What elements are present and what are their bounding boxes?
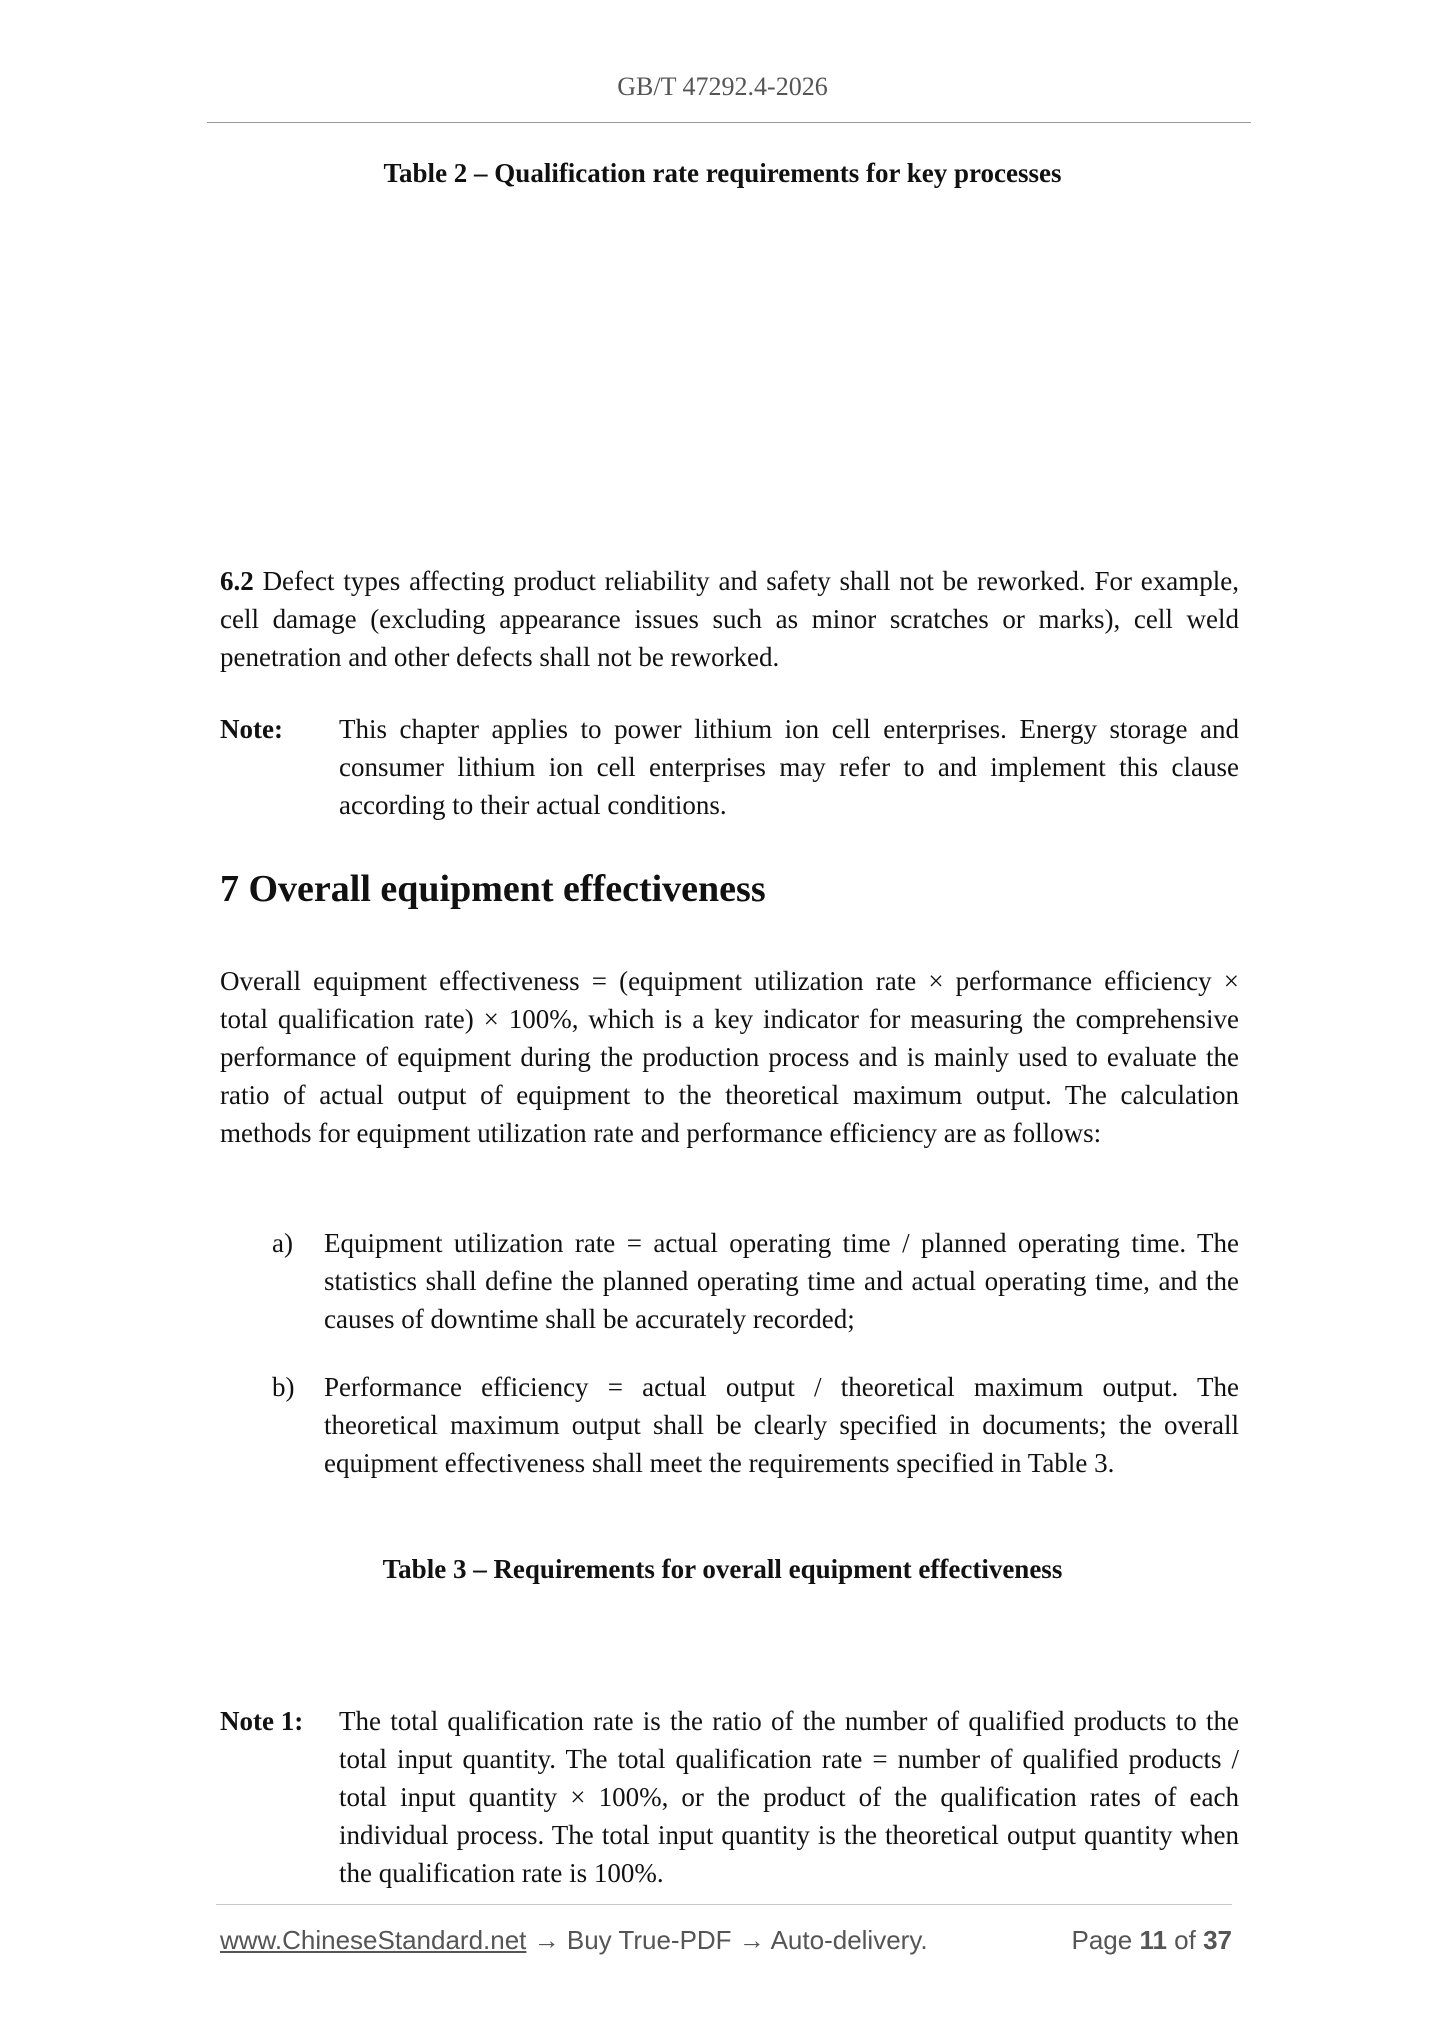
site-link[interactable]: www.ChineseStandard.net bbox=[220, 1925, 527, 1955]
list-marker-a: a) bbox=[272, 1228, 293, 1258]
current-page-number: 11 bbox=[1139, 1925, 1167, 1955]
clause-6-2-text: Defect types affecting product reliability and safety shall not be reworked. For example, cell damage (excluding appearance issues such as minor scratches or marks), cell weld penetration and other defects shall not be reworked. bbox=[220, 566, 1239, 672]
page-indicator bbox=[1071, 1925, 1232, 1956]
chapter-6-note bbox=[220, 710, 1239, 830]
note-1-label: Note 1: bbox=[220, 1706, 304, 1736]
note-text: This chapter applies to power lithium ion cell enterprises. Energy storage and consumer lithium ion cell enterprises may refer to and implement this clause according to their actual conditions. bbox=[339, 714, 1239, 820]
section-7-intro: Overall equipment effectiveness = (equipment utilization rate × performance efficiency × total qualification rate) × 100%, which is a key indicator for measuring the comprehensive performance of equipment during the production process and is mainly used to evaluate the ratio of actual output of equipment to the theoretical maximum output. The calculation methods for equipment utilization rate and performance efficiency are as follows: bbox=[220, 966, 1239, 1148]
arrow-right-icon: → bbox=[526, 1925, 567, 1955]
section-7-heading: 7 Overall equipment effectiveness bbox=[220, 868, 766, 910]
table-3-caption: Table 3 – Requirements for overall equipment effectiveness bbox=[382, 1554, 1063, 1584]
footer-promo bbox=[220, 1925, 928, 1956]
standard-id-header: GB/T 47292.4-2026 bbox=[617, 72, 828, 101]
list-text-b: Performance efficiency = actual output / theoretical maximum output. The theoretical maximum output shall be clearly specified in documents; the overall equipment effectiveness shall meet the requirements specified in Table 3. bbox=[324, 1372, 1239, 1478]
header-divider bbox=[207, 122, 1251, 123]
arrow-right-icon: → bbox=[731, 1925, 771, 1955]
total-pages-number: 37 bbox=[1203, 1925, 1232, 1955]
page-word: Page bbox=[1071, 1925, 1140, 1955]
table-2-caption: Table 2 – Qualification rate requirements for key processes bbox=[383, 158, 1062, 188]
footer-divider bbox=[216, 1904, 1232, 1905]
list-text-a: Equipment utilization rate = actual operating time / planned operating time. The statistics shall define the planned operating time and actual operating time, and the causes of downtime shall be accurately recorded; bbox=[324, 1228, 1239, 1334]
list-item-b bbox=[220, 1368, 1239, 1528]
buy-text: Buy True-PDF bbox=[566, 1925, 732, 1955]
clause-6-2-number: 6.2 bbox=[220, 566, 254, 596]
page-footer bbox=[220, 1925, 1232, 1961]
list-item-a bbox=[220, 1224, 1239, 1344]
of-word: of bbox=[1166, 1925, 1204, 1955]
note-label: Note: bbox=[220, 714, 283, 744]
clause-6-2 bbox=[220, 562, 1239, 676]
delivery-text: Auto-delivery. bbox=[770, 1925, 928, 1955]
note-1-text: The total qualification rate is the ratio of the number of qualified products to the total input quantity. The total qualification rate = number of qualified products / total input quantity × 100%, or the product of the qualification rates of each individual process. The total input quantity is the theoretical output quantity when the qualification rate is 100%. bbox=[339, 1706, 1239, 1888]
list-marker-b: b) bbox=[272, 1372, 295, 1402]
table-3-note-1 bbox=[220, 1702, 1239, 1902]
